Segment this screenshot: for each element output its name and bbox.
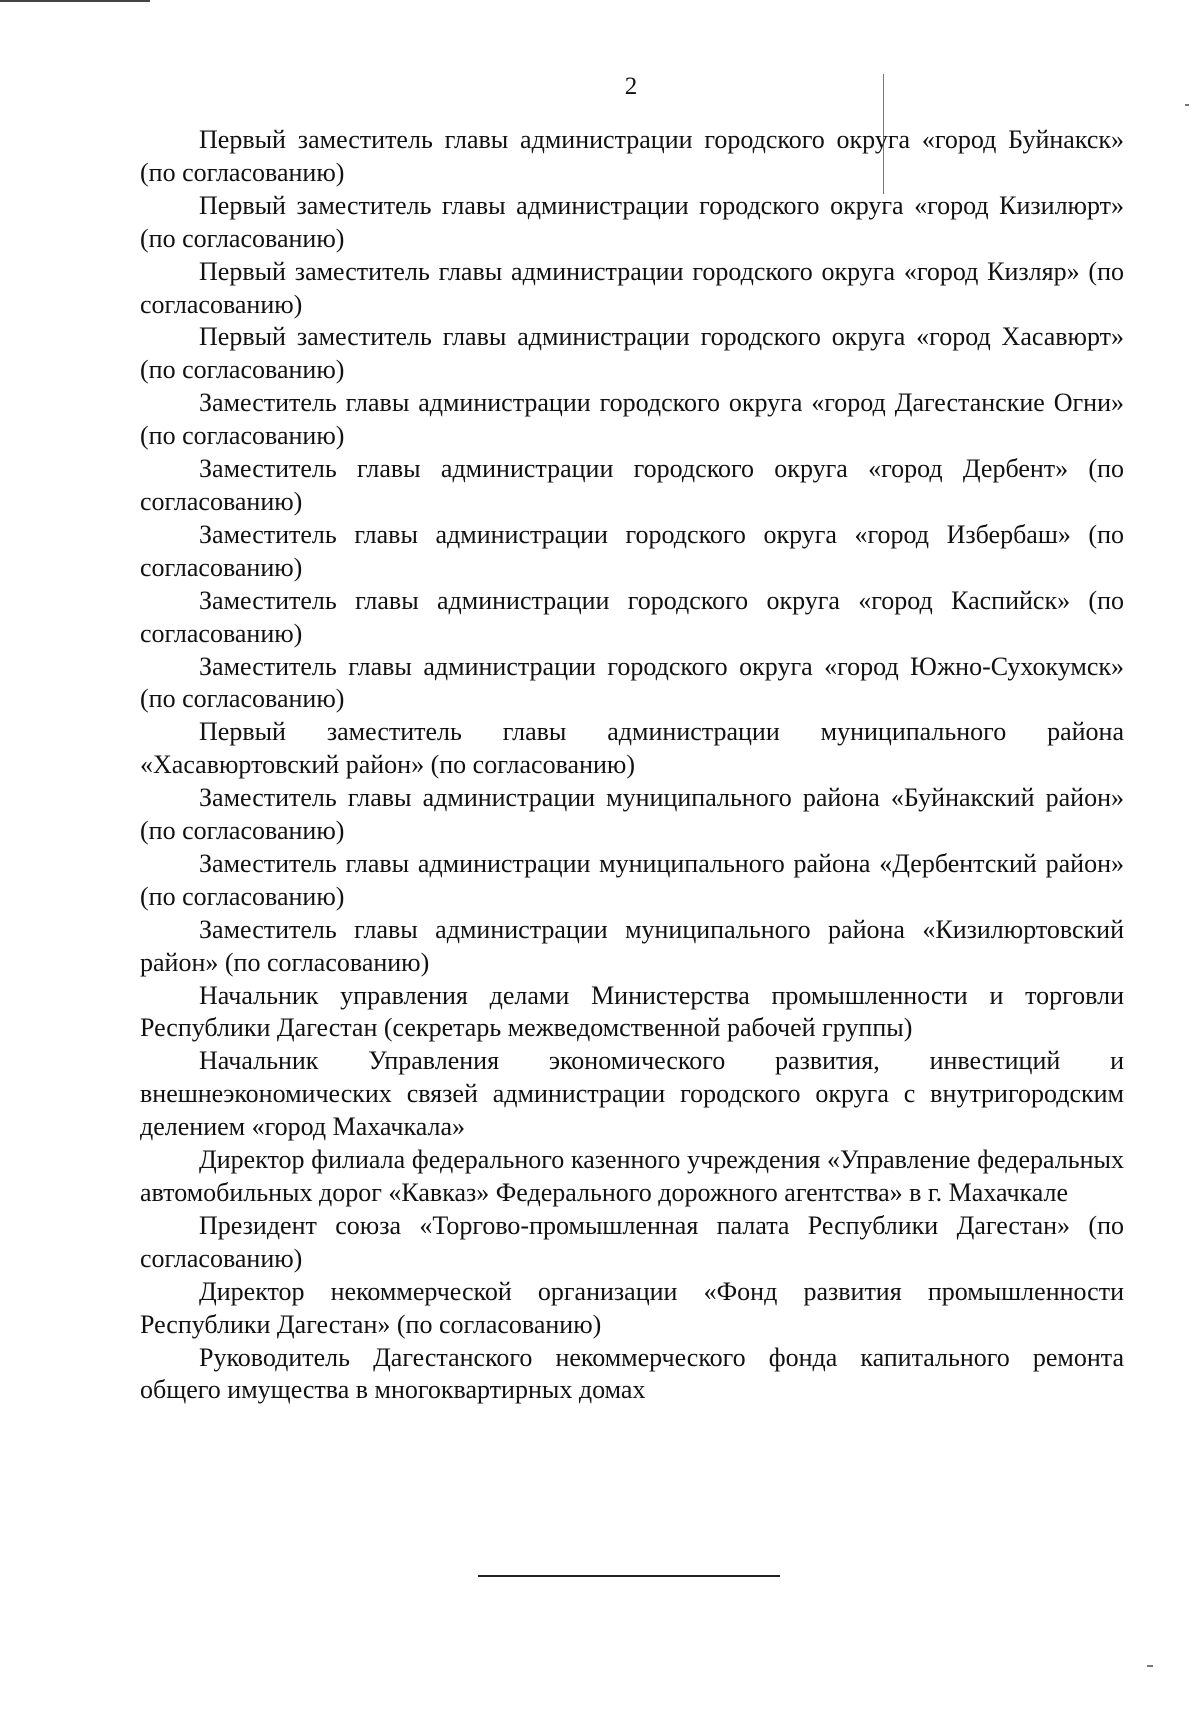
list-item: Заместитель главы администрации городского округа «город Южно-Сухокумск» (по согласованию) <box>140 651 1124 714</box>
list-item: Первый заместитель главы администрации городского округа «город Кизилюрт» (по согласованию) <box>140 190 1124 253</box>
list-item: Заместитель главы администрации муниципального района «Буйнакский район» (по согласованию) <box>140 783 1124 846</box>
list-item: Заместитель главы администрации городского округа «город Избербаш» (по согласованию) <box>140 519 1124 582</box>
list-item: Первый заместитель главы администрации муниципального района «Хасавюртовский район» (по согласованию) <box>140 717 1124 780</box>
scan-edge-line <box>0 0 150 2</box>
list-item: Начальник Управления экономического развития, инвестиций и внешнеэкономических связей администрации городского округа с внутригородским делением «город Махачкала» <box>140 1046 1124 1142</box>
page-number: 2 <box>624 73 638 100</box>
list-item: Директор филиала федерального казенного учреждения «Управление федеральных автомобильных дорог «Кавказ» Федерального дорожного агентства» в г. Махачкале <box>140 1145 1124 1207</box>
list-item: Начальник управления делами Министерства промышленности и торговли Республики Дагестан (секретарь межведомственной рабочей группы) <box>140 980 1124 1043</box>
list-item: Руководитель Дагестанского некоммерческого фонда капитального ремонта общего имущества в многоквартирных домах <box>140 1342 1124 1405</box>
list-item: Заместитель главы администрации муниципального района «Дербентский район» (по согласованию) <box>140 848 1124 911</box>
list-item: Заместитель главы администрации городского округа «город Дербент» (по согласованию) <box>140 454 1124 516</box>
scan-artifact-dot <box>1147 1665 1153 1667</box>
list-item: Заместитель главы администрации муниципального района «Кизилюртовский район» (по согласованию) <box>140 914 1124 977</box>
list-item: Первый заместитель главы администрации городского округа «город Кизляр» (по согласованию) <box>140 256 1124 319</box>
list-item: Первый заместитель главы администрации городского округа «город Буйнакск» (по согласованию) <box>140 125 1124 187</box>
list-item: Заместитель главы администрации городского округа «город Каспийск» (по согласованию) <box>140 585 1124 648</box>
list-item: Президент союза «Торгово-промышленная палата Республики Дагестан» (по согласованию) <box>140 1210 1124 1273</box>
end-separator-line <box>478 1575 780 1577</box>
list-item: Первый заместитель главы администрации городского округа «город Хасавюрт» (по согласованию) <box>140 322 1124 385</box>
scan-artifact-dot <box>1185 104 1189 106</box>
list-item: Директор некоммерческой организации «Фонд развития промышленности Республики Дагестан» (по согласованию) <box>140 1276 1124 1339</box>
member-list <box>140 124 1124 1407</box>
list-item: Заместитель главы администрации городского округа «город Дагестанские Огни» (по согласованию) <box>140 388 1124 451</box>
